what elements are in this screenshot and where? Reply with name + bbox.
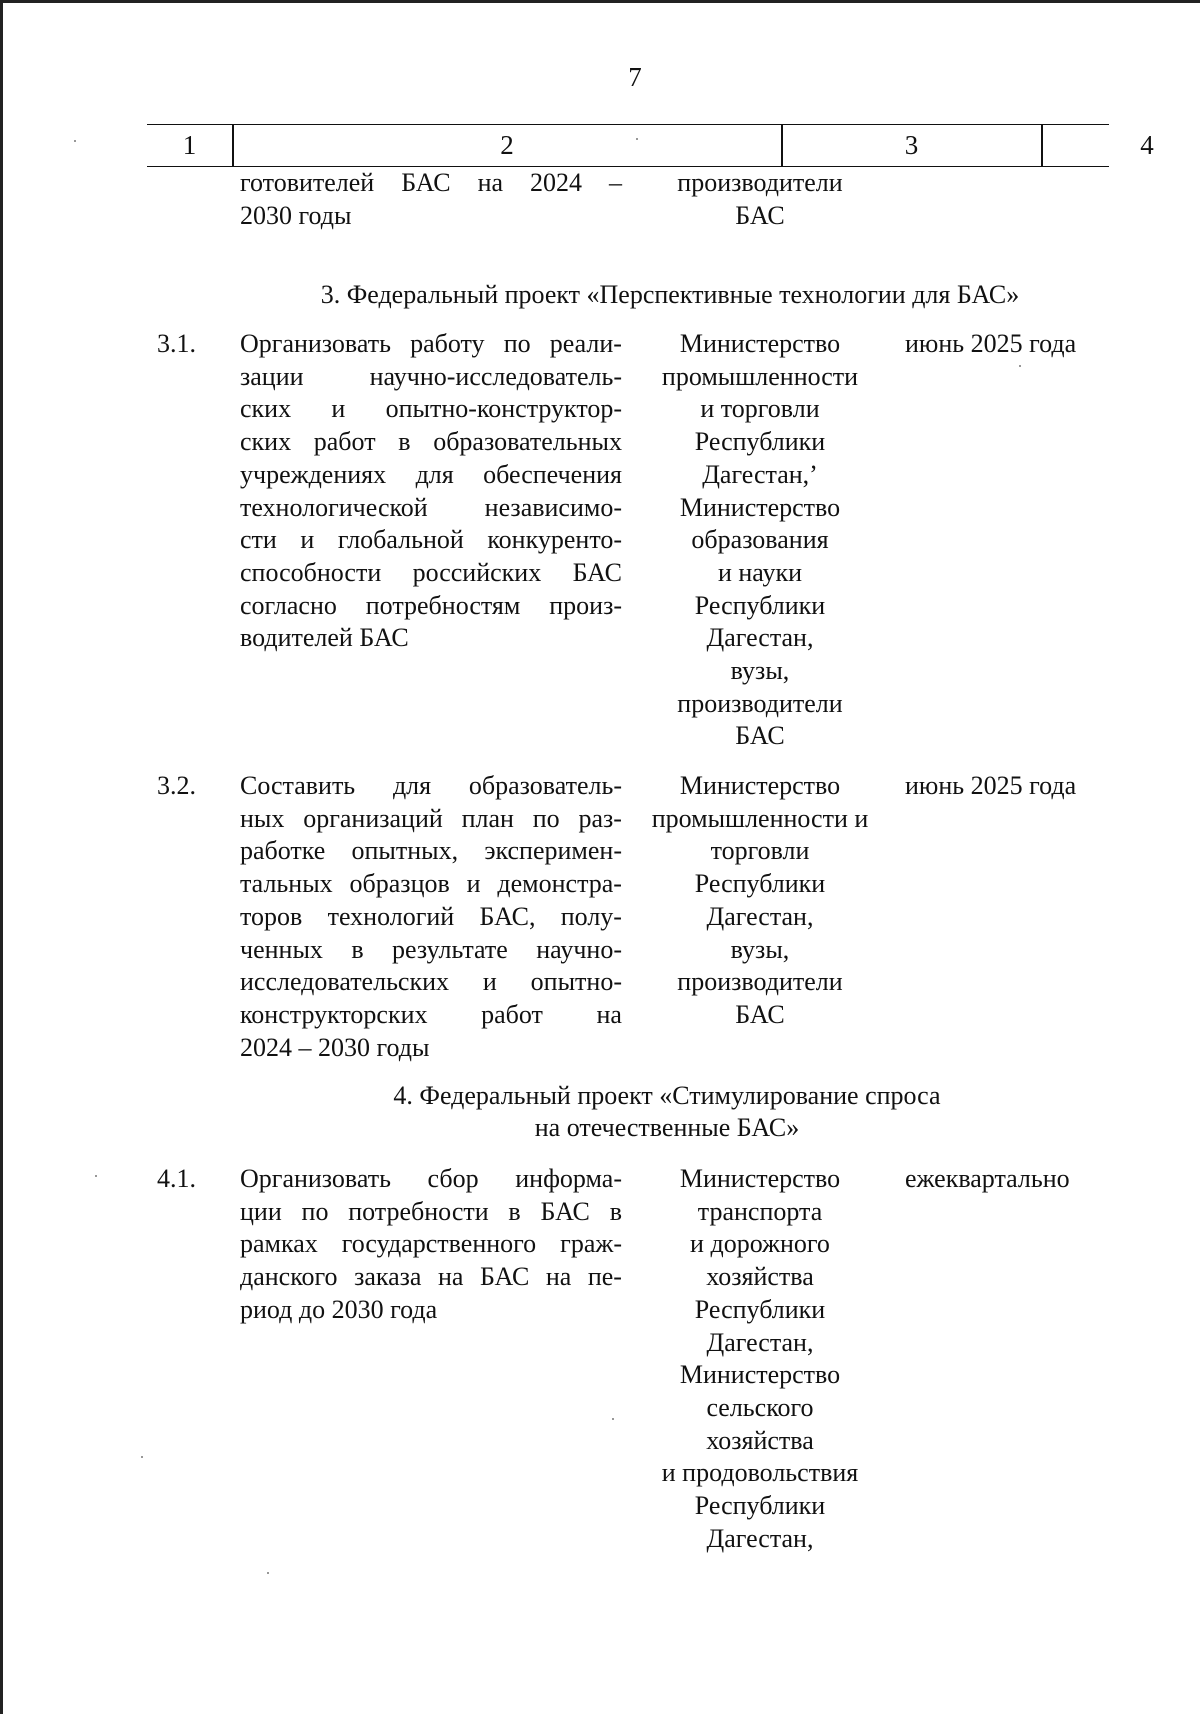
scan-edge-left (0, 0, 3, 1714)
header-cell-2: 2 (500, 130, 514, 160)
scan-speck (612, 1418, 614, 1420)
row-responsible-line: производители (677, 688, 843, 718)
row-responsible-line: сельского (706, 1392, 814, 1422)
continuation-text-line: 2030 годы (240, 200, 352, 230)
row-text-line: Составить для образователь- (240, 771, 622, 800)
row-responsible-line: БАС (735, 721, 785, 751)
row-responsible-line: и дорожного (690, 1229, 830, 1259)
row-text-line: 2024 – 2030 годы (240, 1032, 430, 1062)
row-responsible-line: образования (691, 525, 829, 555)
row-deadline: июнь 2025 года (905, 329, 1077, 358)
row-responsible-line: Министерство (679, 1164, 841, 1193)
row-text-line: способности российских БАС (240, 557, 622, 587)
row-text-line: ских и опытно-конструктор- (240, 394, 622, 424)
row-responsible-line: промышленности (661, 361, 859, 391)
row-responsible-line: Министерство (679, 492, 841, 522)
row-text-line: водителей БАС (240, 623, 409, 653)
row-text-line: конструкторских работ на (240, 999, 622, 1029)
row-responsible-line: Министерство (679, 329, 841, 358)
row-responsible-line: Дагестан, (706, 1327, 814, 1357)
row-responsible-line: и науки (717, 557, 803, 587)
row-text-line: тальных образцов и демонстра- (240, 869, 622, 899)
row-responsible-line: хозяйства (706, 1262, 814, 1292)
row-responsible-line: хозяйства (706, 1425, 814, 1455)
row-text-line: зации научно-исследователь- (240, 361, 622, 391)
row-text-line: ских работ в образовательных (240, 427, 622, 457)
scan-speck (95, 1175, 97, 1177)
row-text-line: данского заказа на БАС на пе- (240, 1262, 622, 1292)
row-text-line: учреждениях для обеспечения (240, 459, 622, 489)
row-number: 3.2. (157, 771, 196, 800)
row-responsible-line: и торговли (700, 394, 820, 424)
row-responsible-line: Республики (694, 427, 826, 457)
row-responsible-line: Республики (694, 590, 826, 620)
header-cell-4: 4 (1140, 130, 1154, 160)
row-deadline: июнь 2025 года (905, 771, 1077, 800)
row-text-line: согласно потребностям произ- (240, 590, 622, 620)
row-responsible-line: транспорта (697, 1196, 823, 1226)
row-text-line: Организовать работу по реали- (240, 329, 622, 358)
row-responsible-line: Министерство (679, 1360, 841, 1390)
row-text-line: риод до 2030 года (240, 1294, 438, 1324)
scan-edge-top (0, 0, 1200, 3)
row-responsible-line: торговли (710, 836, 810, 866)
row-responsible-line: Дагестан, (706, 1523, 814, 1553)
row-text-line: торов технологий БАС, полу- (240, 901, 622, 931)
row-responsible-line: Дагестан, (706, 901, 814, 931)
row-responsible-line: промышленности и (651, 803, 869, 833)
section-heading: на отечественные БАС» (534, 1113, 800, 1142)
row-responsible-line: вузы, (730, 656, 790, 685)
section-heading: 3. Федеральный проект «Перспективные технологии для БАС» (320, 280, 1020, 309)
row-text-line: работке опытных, эксперимен- (240, 836, 622, 866)
continuation-text-line: готовителей БАС на 2024 – (240, 168, 622, 197)
row-text-line: сти и глобальной конкуренто- (240, 525, 622, 555)
continuation-responsible-line: БАС (735, 200, 785, 230)
header-cell-1: 1 (182, 130, 197, 160)
row-responsible-line: Дагестан,’ (702, 459, 818, 489)
row-responsible-line: производители (677, 967, 843, 997)
row-responsible-line: и продовольствия (661, 1458, 859, 1488)
header-cell-3: 3 (904, 130, 919, 160)
row-text-line: Организовать сбор информа- (240, 1164, 622, 1193)
row-responsible-line: Республики (694, 1294, 826, 1324)
row-number: 4.1. (157, 1164, 196, 1193)
row-responsible-line: Республики (694, 1491, 826, 1520)
row-text-line: исследовательских и опытно- (240, 967, 622, 997)
section-heading: 4. Федеральный проект «Стимулирование спроса (393, 1081, 941, 1110)
scan-speck (1019, 365, 1021, 367)
scan-speck (141, 1456, 143, 1458)
row-text-line: рамках государственного граж- (240, 1229, 622, 1259)
row-responsible-line: Министерство (679, 771, 841, 800)
row-responsible-line: Республики (694, 869, 826, 899)
row-responsible-line: Дагестан, (706, 623, 814, 653)
row-number: 3.1. (157, 329, 196, 358)
row-responsible-line: БАС (735, 999, 785, 1029)
row-text-line: технологической независимо- (240, 492, 622, 522)
scan-speck (267, 1572, 269, 1574)
row-deadline: ежеквартально (905, 1164, 1070, 1193)
continuation-responsible-line: производители (677, 168, 843, 197)
scan-speck (74, 140, 76, 142)
row-responsible-line: вузы, (730, 934, 790, 964)
row-text-line: ченных в результате научно- (240, 934, 622, 964)
table-header-row (147, 124, 1154, 167)
scan-speck (636, 138, 638, 140)
row-text-line: ных организаций план по раз- (240, 803, 622, 833)
page-number: 7 (628, 62, 642, 92)
row-text-line: ции по потребности в БАС в (240, 1196, 622, 1226)
